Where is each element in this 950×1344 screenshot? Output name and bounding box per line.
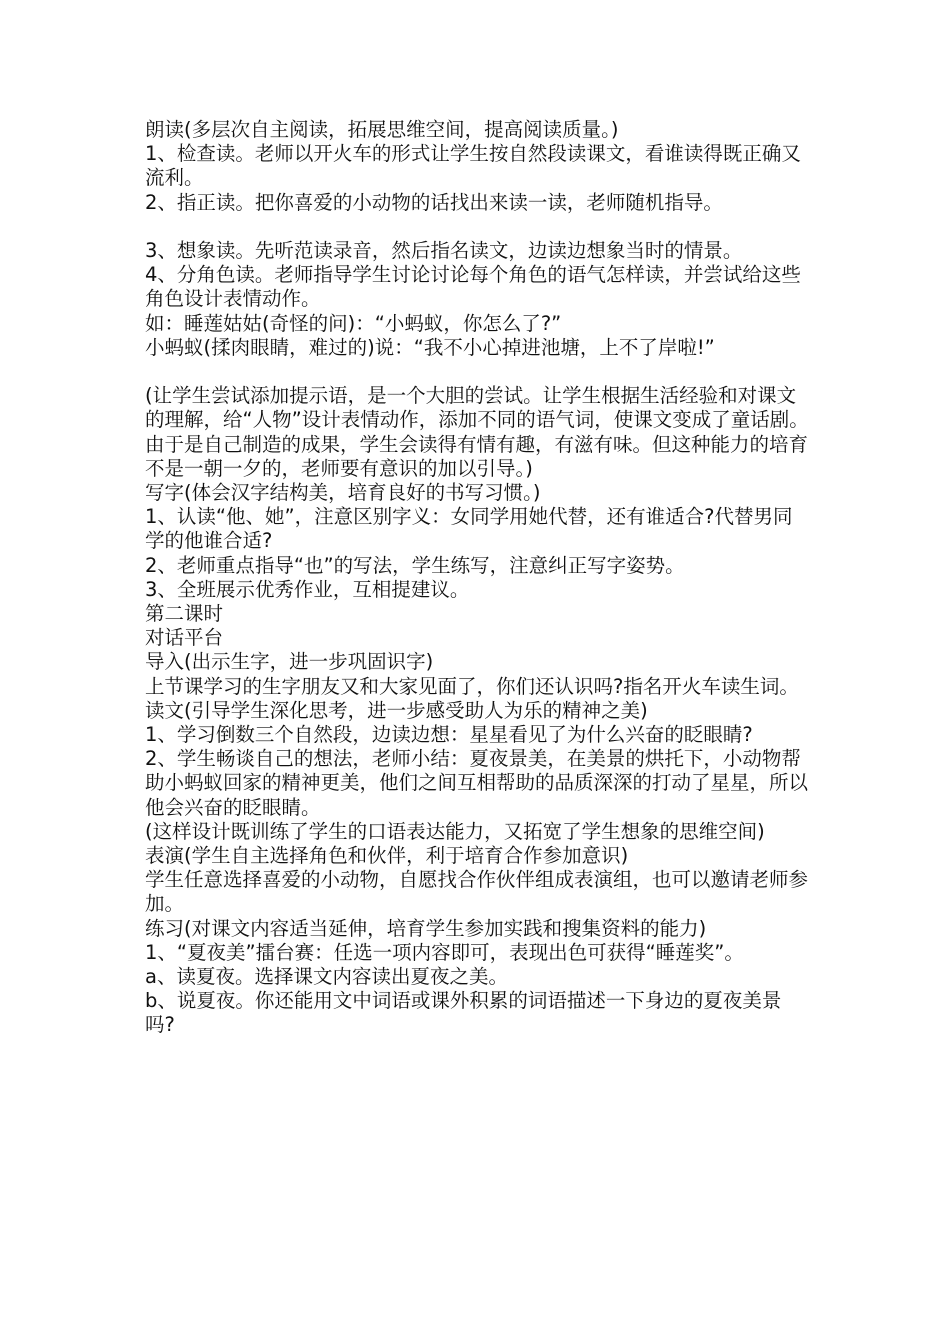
paragraph: 4、分角色读。老师指导学生讨论讨论每个角色的语气怎样读，并尝试给这些角色设计表情动作。 [145, 263, 801, 311]
paragraph: 表演(学生自主选择角色和伙伴，利于培育合作参加意识) [145, 844, 629, 868]
paragraph: 学生任意选择喜爱的小动物，自愿找合作伙伴组成表演组，也可以邀请老师参加。 [145, 868, 809, 916]
paragraph: b、说夏夜。你还能用文中词语或课外积累的词语描述一下身边的夏夜美景吗? [145, 989, 782, 1037]
paragraph: 第二课时 [145, 602, 224, 626]
paragraph: (这样设计既训练了学生的口语表达能力，又拓宽了学生想象的思维空间) [145, 819, 765, 843]
paragraph: 3、想象读。先听范读录音，然后指名读文，边读边想象当时的情景。 [145, 239, 743, 262]
document-body [145, 118, 810, 1038]
paragraph: 导入(出示生字，进一步巩固识字) [145, 650, 434, 674]
paragraph: 2、老师重点指导“也”的写法，学生练写，注意纠正写字姿势。 [145, 553, 685, 577]
paragraph: 1、检查读。老师以开火车的形式让学生按自然段读课文，看谁读得既正确又流利。 [145, 142, 801, 190]
paragraph: 写字(体会汉字结构美，培育良好的书写习惯。) [145, 481, 541, 505]
paragraph: 朗读(多层次自主阅读，拓展思维空间，提高阅读质量。) [145, 118, 619, 141]
paragraph: (让学生尝试添加提示语，是一个大胆的尝试。让学生根据生活经验和对课文的理解，给“人物”设计表情动作，添加不同的语气词，使课文变成了童话剧。由于是自己制造的成果，学生会读得有情有趣，有滋有味。但这种能力的培育不是一朝一夕的，老师要有意识的加以引导。) [145, 384, 809, 480]
paragraph: 对话平台 [145, 626, 224, 650]
paragraph: a、读夏夜。选择课文内容读出夏夜之美。 [145, 965, 508, 989]
paragraph: 读文(引导学生深化思考，进一步感受助人为乐的精神之美) [145, 698, 648, 722]
paragraph: 小蚂蚁(揉肉眼睛，难过的)说：“我不小心掉进池塘，上不了岸啦!” [145, 335, 715, 359]
paragraph: 2、学生畅谈自己的想法，老师小结：夏夜景美，在美景的烘托下，小动物帮助小蚂蚁回家的精神更美，他们之间互相帮助的品质深深的打动了星星，所以他会兴奋的眨眼睛。 [145, 747, 809, 819]
paragraph: 如：睡莲姑姑(奇怪的问)：“小蚂蚁，你怎么了?” [145, 311, 562, 335]
paragraph: 3、全班展示优秀作业，互相提建议。 [145, 577, 470, 601]
paragraph: 1、学习倒数三个自然段，边读边想：星星看见了为什么兴奋的眨眼睛? [145, 723, 753, 747]
paragraph: 上节课学习的生字朋友又和大家见面了，你们还认识吗?指名开火车读生词。 [145, 674, 799, 698]
paragraph: 2、指正读。把你喜爱的小动物的话找出来读一读，老师随机指导。 [145, 190, 723, 214]
paragraph: 练习(对课文内容适当延伸，培育学生参加实践和搜集资料的能力) [145, 916, 707, 940]
paragraph: 1、“夏夜美”擂台赛：任选一项内容即可，表现出色可获得“睡莲奖”。 [145, 940, 744, 964]
paragraph: 1、认读“他、她”，注意区别字义：女同学用她代替，还有谁适合?代替男同学的他谁合适? [145, 505, 793, 553]
